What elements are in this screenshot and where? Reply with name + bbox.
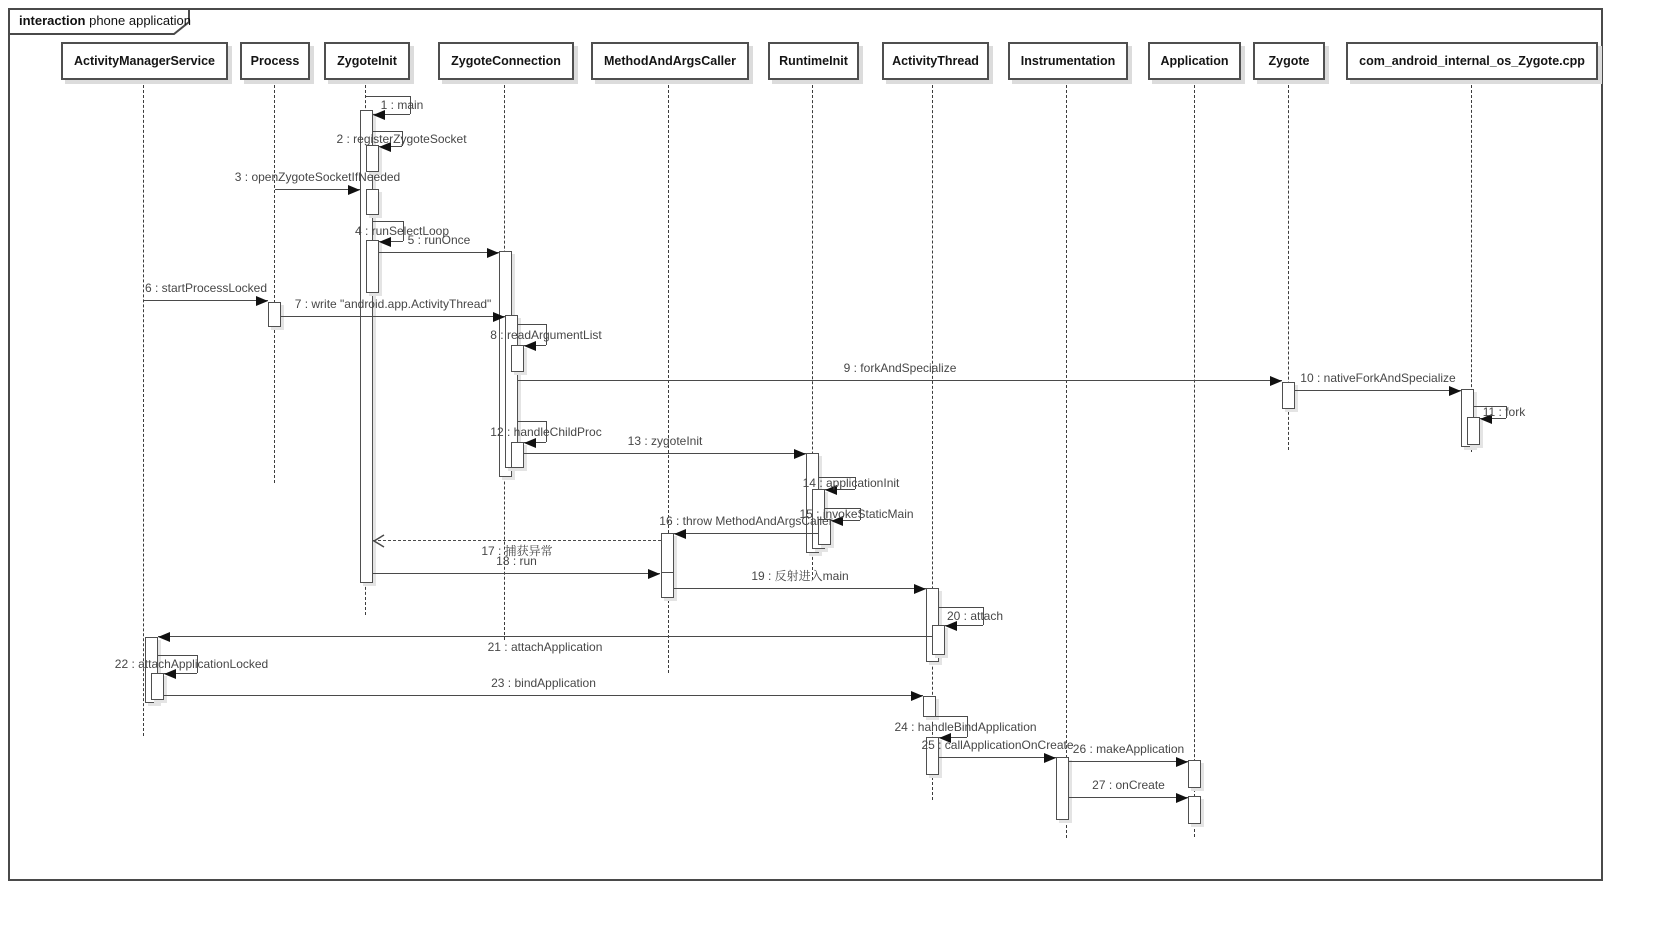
message-24-line-out: [936, 716, 967, 717]
activation-bar: [151, 673, 164, 700]
frame-keyword: interaction: [19, 13, 86, 28]
activation-bar: [366, 189, 379, 215]
lifeline-line-instrumentation: [1066, 80, 1067, 838]
message-13-label: 13 : zygoteInit: [627, 434, 703, 448]
frame-name: phone application: [89, 13, 192, 28]
activation-bar: [661, 533, 674, 573]
message-13-line: [524, 453, 806, 454]
lifeline-header-zygote-connection: ZygoteConnection: [438, 42, 574, 80]
message-26-arrowhead-icon: [1176, 757, 1188, 767]
lifeline-line-activity-manager-service: [143, 80, 144, 736]
message-4-arrowhead-icon: [379, 237, 391, 247]
message-18-label: 18 : run: [496, 554, 537, 568]
message-27-label: 27 : onCreate: [1092, 778, 1165, 792]
message-8-arrowhead-icon: [524, 341, 536, 351]
message-4-label: 4 : runSelectLoop: [354, 224, 450, 238]
lifeline-header-application: Application: [1148, 42, 1241, 80]
activation-bar: [1188, 796, 1201, 824]
message-6-label: 6 : startProcessLocked: [144, 281, 268, 295]
message-23-line: [164, 695, 923, 696]
message-8-line-out: [518, 324, 546, 325]
message-6-arrowhead-icon: [256, 296, 268, 306]
message-21-label: 21 : attachApplication: [487, 640, 603, 654]
message-4-line-out: [373, 221, 403, 222]
message-13-arrowhead-icon: [794, 449, 806, 459]
message-5-arrowhead-icon: [487, 248, 499, 258]
message-27-line: [1069, 797, 1188, 798]
message-12-line-out: [518, 421, 546, 422]
message-25-arrowhead-icon: [1044, 753, 1056, 763]
message-2-label: 2 : registerZygoteSocket: [336, 131, 467, 146]
message-25-label: 25 : callApplicationOnCreate: [921, 738, 1074, 752]
message-12-label: 12 : handleChildProc: [490, 424, 602, 439]
message-21-arrowhead-icon: [158, 632, 170, 642]
activation-bar: [511, 442, 524, 468]
lifeline-header-zygote: Zygote: [1253, 42, 1325, 80]
message-5-line: [379, 252, 499, 253]
message-27-arrowhead-icon: [1176, 793, 1188, 803]
frame-title: [19, 13, 191, 28]
message-7-label: 7 : write "android.app.ActivityThread": [294, 297, 492, 311]
lifeline-header-zygote-init: ZygoteInit: [324, 42, 410, 80]
message-22-label: 22 : attachApplicationLocked: [114, 657, 269, 671]
lifeline-line-application: [1194, 80, 1195, 837]
message-16-label: 16 : throw MethodAndArgsCaller: [659, 514, 833, 528]
message-19-arrowhead-icon: [914, 584, 926, 594]
message-1-label: 1 : main: [380, 98, 424, 112]
activation-bar: [1188, 760, 1201, 788]
message-17-line: [373, 540, 661, 541]
message-3-arrowhead-icon: [348, 185, 360, 195]
activation-bar: [1282, 382, 1295, 409]
activation-bar: [511, 345, 524, 372]
activation-bar: [1056, 757, 1069, 820]
message-10-arrowhead-icon: [1449, 386, 1461, 396]
lifeline-header-zygote-cpp: com_android_internal_os_Zygote.cpp: [1346, 42, 1598, 80]
message-12-arrowhead-icon: [524, 438, 536, 448]
activation-bar: [923, 696, 936, 717]
activation-bar: [366, 240, 379, 293]
message-9-arrowhead-icon: [1270, 376, 1282, 386]
message-19-label: 19 : 反射进入main: [751, 569, 849, 583]
activation-bar: [268, 302, 281, 327]
lifeline-header-activity-thread: ActivityThread: [882, 42, 989, 80]
activation-bar: [661, 572, 674, 598]
message-16-line: [674, 533, 818, 534]
message-15-label: 15 : invokeStaticMain: [799, 507, 914, 521]
lifeline-header-process: Process: [240, 42, 310, 80]
message-14-label: 14 : applicationInit: [802, 476, 900, 490]
activation-bar: [1467, 417, 1480, 445]
lifeline-header-activity-manager-service: ActivityManagerService: [61, 42, 228, 80]
lifeline-header-instrumentation: Instrumentation: [1008, 42, 1128, 80]
message-17-label: 17 : 捕获异常: [481, 544, 553, 558]
message-7-line: [281, 316, 505, 317]
lifeline-line-activity-thread: [932, 80, 933, 800]
message-20-label: 20 : attach: [946, 609, 1004, 623]
message-17-open-arrowhead-icon: [373, 534, 387, 548]
message-7-arrowhead-icon: [493, 312, 505, 322]
message-1-line-out: [366, 96, 410, 97]
message-6-line: [144, 300, 268, 301]
message-16-arrowhead-icon: [674, 529, 686, 539]
message-9-line: [518, 380, 1282, 381]
message-18-line: [373, 573, 660, 574]
message-24-label: 24 : handleBindApplication: [894, 719, 1037, 734]
message-11-label: 11 : fork: [1482, 405, 1526, 419]
message-26-label: 26 : makeApplication: [1072, 742, 1185, 756]
activation-bar: [932, 625, 945, 655]
message-18-arrowhead-icon: [648, 569, 660, 579]
message-26-line: [1069, 761, 1188, 762]
message-23-arrowhead-icon: [911, 691, 923, 701]
message-21-line: [158, 636, 932, 637]
diagram-frame: [8, 8, 1603, 881]
message-19-line: [674, 588, 926, 589]
message-5-label: 5 : runOnce: [407, 233, 471, 247]
message-8-label: 8 : readArgumentList: [490, 327, 602, 342]
activation-bar: [366, 145, 379, 172]
message-22-line-out: [158, 655, 197, 656]
message-10-line: [1295, 390, 1461, 391]
lifeline-line-process: [274, 80, 275, 483]
lifeline-header-runtime-init: RuntimeInit: [768, 42, 859, 80]
message-25-line: [939, 757, 1056, 758]
message-3-label: 3 : openZygoteSocketIfNeeded: [234, 170, 401, 184]
message-23-label: 23 : bindApplication: [491, 676, 596, 690]
message-10-label: 10 : nativeForkAndSpecialize: [1300, 371, 1456, 385]
lifeline-header-method-and-args-caller: MethodAndArgsCaller: [591, 42, 749, 80]
message-9-label: 9 : forkAndSpecialize: [843, 361, 957, 375]
message-20-line-out: [939, 607, 983, 608]
